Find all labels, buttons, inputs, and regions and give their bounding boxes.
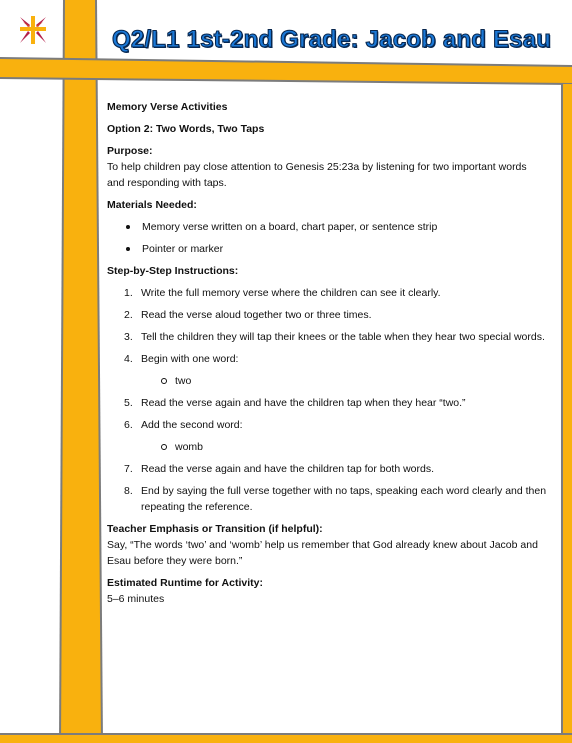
steps-list-continued <box>107 461 547 515</box>
step-text: Read the verse again and have the children tap for both words. <box>141 463 435 475</box>
step-text: Write the full memory verse where the children can see it clearly. <box>141 287 441 299</box>
list-item <box>107 483 547 515</box>
materials-label: Materials Needed: <box>107 199 197 211</box>
step-text: End by saying the full verse together with no taps, speaking each word clearly and then repeating the reference. <box>141 485 547 513</box>
step-number: 8. <box>124 485 133 497</box>
list-item <box>107 417 547 433</box>
document-body <box>107 99 547 607</box>
runtime-text: 5–6 minutes <box>107 593 165 605</box>
list-item: Memory verse written on a board, chart paper, or sentence strip <box>107 219 547 235</box>
steps-list <box>107 285 547 367</box>
emphasis-text: Say, “The words ‘two’ and ‘womb’ help us remember that God already knew about Jacob and Esau before they were born.” <box>107 539 538 567</box>
step-text: Read the verse aloud together two or three times. <box>141 309 372 321</box>
sub-list-item <box>107 439 547 455</box>
list-item <box>107 307 547 323</box>
steps-list-continued <box>107 395 547 433</box>
list-item <box>107 461 547 477</box>
bottom-border-strip <box>0 735 572 743</box>
step-text: Tell the children they will tap their knees or the table when they hear two special words. <box>141 331 545 343</box>
step-number: 1. <box>124 287 133 299</box>
steps-label: Step-by-Step Instructions: <box>107 265 239 277</box>
step-number: 3. <box>124 331 133 343</box>
list-item <box>107 395 547 411</box>
sub-item-text: two <box>175 375 192 387</box>
list-item <box>107 351 547 367</box>
list-item <box>107 285 547 301</box>
right-border-strip <box>563 84 572 743</box>
purpose-text: To help children pay close attention to Genesis 25:23a by listening for two important words and responding with taps. <box>107 161 527 189</box>
cross-vertical-bar <box>60 0 102 743</box>
step-text: Read the verse again and have the children tap when they hear “two.” <box>141 397 466 409</box>
step-number: 6. <box>124 419 133 431</box>
purpose-label: Purpose: <box>107 145 153 157</box>
step-number: 4. <box>124 353 133 365</box>
step-number: 5. <box>124 397 133 409</box>
option-title: Option 2: Two Words, Two Taps <box>107 123 265 135</box>
list-item: Pointer or marker <box>107 241 547 257</box>
step-text: Add the second word: <box>141 419 243 431</box>
runtime-label: Estimated Runtime for Activity: <box>107 577 263 589</box>
step-number: 2. <box>124 309 133 321</box>
materials-list <box>107 219 547 257</box>
section-title: Memory Verse Activities <box>107 101 228 113</box>
step-text: Begin with one word: <box>141 353 239 365</box>
church-cross-logo-icon <box>17 14 49 46</box>
sub-item-text: womb <box>175 441 204 453</box>
emphasis-label: Teacher Emphasis or Transition (if helpful): <box>107 523 323 535</box>
list-item <box>107 329 547 345</box>
circle-bullet-icon <box>161 378 167 384</box>
page-title: Q2/L1 1st-2nd Grade: Jacob and Esau <box>112 26 552 53</box>
step-number: 7. <box>124 463 133 475</box>
sub-list-item <box>107 373 547 389</box>
circle-bullet-icon <box>161 444 167 450</box>
